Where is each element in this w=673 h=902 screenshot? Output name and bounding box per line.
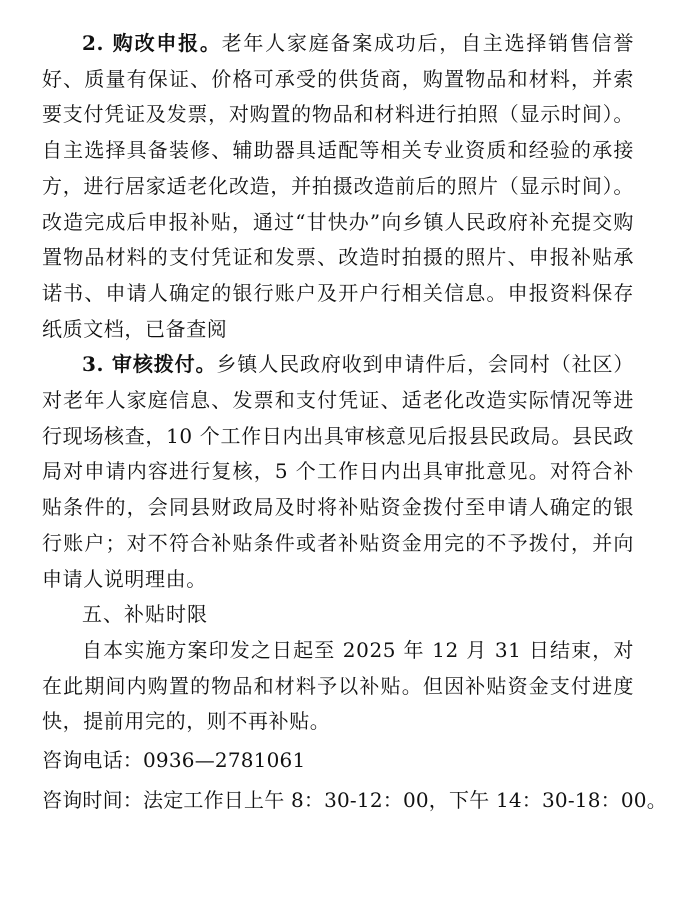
document-page [42,26,667,818]
contact-hours: 咨询时间：法定工作日上午 8：30-12：00，下午 14：30-18：00。 [42,787,667,812]
contact-phone: 咨询电话：0936—2781061 [42,748,306,773]
section-2-body: 老年人家庭备案成功后，自主选择销售信誉好、质量有保证、价格可承受的供货商，购置物品和材料，并索要支付凭证及发票，对购置的物品和材料进行拍照（显示时间）。自主选择具备装修、辅助器具适配等相关专业资质和经验的承接方，进行居家适老化改造，并拍摄改造前后的照片（显示时间）。改造完成后申报补贴，通过“甘快办”向乡镇人民政府补充提交购置物品材料的支付凭证和发票、改造时拍摄的照片、申报补贴承诺书、申请人确定的银行账户及开户行相关信息。申报资料保存纸质文档，已备查阅 [42,31,634,341]
section-3-paragraph [42,347,634,597]
section-5-body: 自本实施方案印发之日起至 2025 年 12 月 31 日结束，对在此期间内购置的物品和材料予以补贴。但因补贴资金支付进度快，提前用完的，则不再补贴。 [42,637,634,734]
section-5-heading: 五、补贴时限 [82,602,208,627]
section-3-title: 3. 审核拨付。 [82,352,217,377]
section-2-paragraph [42,26,634,347]
section-2-title: 2. 购改申报。 [82,31,222,55]
section-3-body: 乡镇人民政府收到申请件后，会同村（社区）对老年人家庭信息、发票和支付凭证、适老化改造实际情况等进行现场核查，10 个工作日内出具审核意见后报县民政局。县民政局对申请内容进行复核，5 个工作日内出具审批意见。对符合补贴条件的，会同县财政局及时将补贴资金拨付至申请人确定的银行账户；对不符合补贴条件或者补贴资金用完的不予拨付，并向申请人说明理由。 [42,352,634,591]
